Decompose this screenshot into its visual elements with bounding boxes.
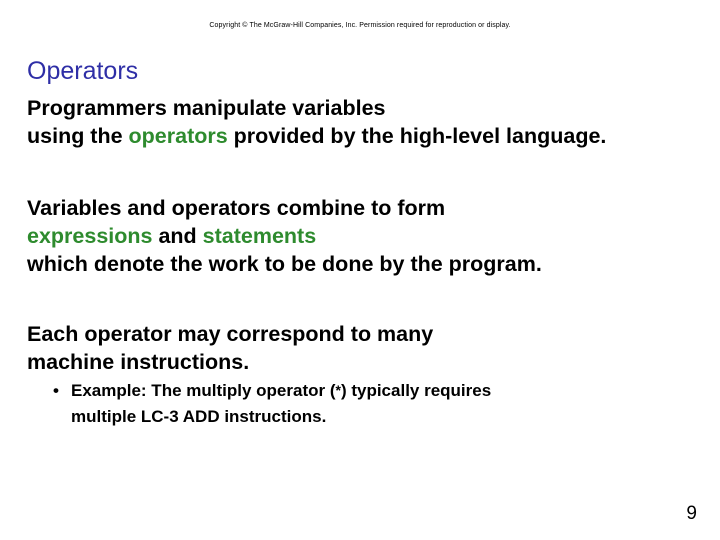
- paragraph-each-operator: [27, 320, 433, 376]
- bullet-icon: •: [53, 381, 59, 400]
- bullet-text: Example: The multiply operator (: [71, 381, 336, 400]
- keyword-statements: statements: [202, 224, 317, 248]
- slide-title: Operators: [27, 57, 139, 85]
- paragraph-variables: [27, 194, 542, 278]
- paragraph-text: provided by the high-level language.: [227, 124, 607, 148]
- paragraph-programmers: [27, 94, 606, 150]
- example-bullet: [53, 378, 491, 430]
- paragraph-line: Each operator may correspond to many: [27, 322, 434, 346]
- bullet-line: [53, 378, 491, 404]
- paragraph-line: Variables and operators combine to form: [27, 196, 446, 220]
- paragraph-text: using the: [27, 124, 129, 148]
- bullet-text: ) typically requires: [340, 381, 492, 400]
- keyword-expressions: expressions: [27, 224, 153, 248]
- keyword-operators: operators: [128, 124, 228, 148]
- paragraph-line: machine instructions.: [27, 350, 250, 374]
- paragraph-text: and: [152, 224, 203, 248]
- asterisk-symbol: *: [335, 382, 341, 398]
- bullet-line: multiple LC-3 ADD instructions.: [71, 407, 327, 426]
- paragraph-line: Programmers manipulate variables: [27, 96, 386, 120]
- page-number: 9: [686, 503, 697, 524]
- paragraph-line: which denote the work to be done by the program.: [27, 252, 542, 276]
- copyright-notice: Copyright © The McGraw-Hill Companies, Inc. Permission required for reproduction or display.: [209, 22, 511, 29]
